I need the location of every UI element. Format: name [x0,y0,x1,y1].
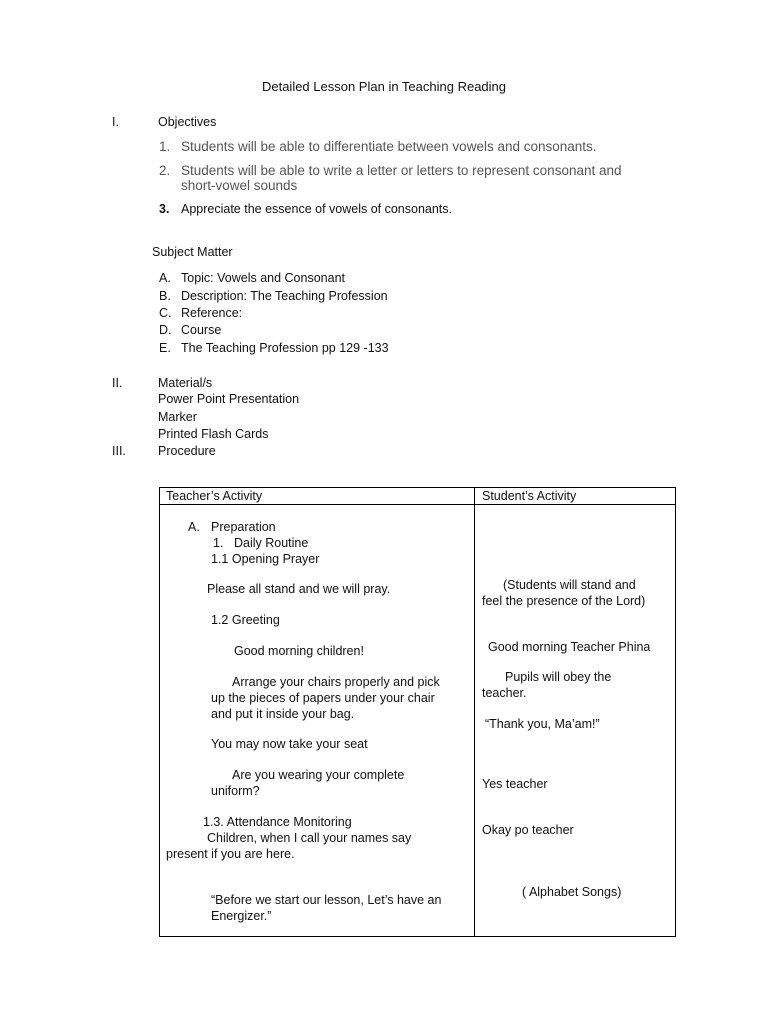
subject-item-d-letter: D. [159,323,172,337]
student-line: ( Alphabet Songs) [522,885,622,899]
material-item: Power Point Presentation [158,392,300,406]
teacher-line: Arrange your chairs properly and pick [232,675,440,689]
teacher-line: Please all stand and we will pray. [207,582,391,596]
procedure-heading: Procedure [158,444,216,458]
preparation-heading: Preparation [211,520,276,534]
student-line: Yes teacher [482,777,548,791]
subject-item-b-text: Description: The Teaching Profession [181,289,388,303]
teacher-line: “Before we start our lesson, Let’s have an [211,893,442,907]
daily-routine-heading: Daily Routine [234,536,309,550]
teacher-line: up the pieces of papers under your chair [211,691,435,705]
teacher-line: present if you are here. [166,847,295,861]
subject-item-e-text: The Teaching Profession pp 129 -133 [181,341,389,355]
subject-item-c-letter: C. [159,306,172,320]
subject-item-e-letter: E. [159,341,171,355]
material-item: Marker [158,410,197,424]
teacher-line: and put it inside your bag. [211,707,355,721]
materials-heading: Material/s [158,376,213,390]
student-line: Good morning Teacher Phina [488,640,651,654]
table-header-divider [160,504,675,505]
material-item: Printed Flash Cards [158,427,269,441]
opening-prayer-heading: 1.1 Opening Prayer [211,552,320,566]
student-line: feel the presence of the Lord) [482,594,646,608]
subject-item-a-letter: A. [159,271,171,285]
greeting-heading: 1.2 Greeting [211,613,280,627]
teacher-line: Energizer.” [211,909,272,923]
teacher-line: Are you wearing your complete [232,768,405,782]
student-activity-header: Student’s Activity [482,489,577,503]
objective-2-line1: Students will be able to write a letter or letters to represent consonant and [181,163,622,178]
objective-3-text: Appreciate the essence of vowels of consonants. [181,202,452,216]
objective-1-number: 1. [159,139,171,154]
procedure-numeral: III. [112,444,126,458]
objectives-heading: Objectives [158,115,217,129]
materials-numeral: II. [112,376,123,390]
subject-item-b-letter: B. [159,289,171,303]
document-title: Detailed Lesson Plan in Teaching Reading [261,79,507,94]
objective-1-text: Students will be able to differentiate between vowels and consonants. [181,139,597,154]
teacher-activity-header: Teacher’s Activity [166,489,263,503]
objective-2-number: 2. [159,163,171,178]
student-line: teacher. [482,686,527,700]
teacher-line: Good morning children! [234,644,364,658]
objective-2-line2: short-vowel sounds [181,178,298,193]
objective-3-number: 3. [159,202,170,216]
procedure-table [159,487,676,937]
teacher-line: You may now take your seat [211,737,368,751]
teacher-line: uniform? [211,784,260,798]
objectives-numeral: I. [112,115,119,129]
table-column-divider [474,488,475,936]
student-line: Pupils will obey the [505,670,612,684]
attendance-heading: 1.3. Attendance Monitoring [203,815,352,829]
student-line: Okay po teacher [482,823,574,837]
preparation-letter: A. [188,520,200,534]
student-line: (Students will stand and [503,578,636,592]
student-line: “Thank you, Ma’am!” [485,717,600,731]
subject-item-a-text: Topic: Vowels and Consonant [181,271,345,285]
subject-item-d-text: Course [181,323,222,337]
teacher-line: Children, when I call your names say [207,831,412,845]
subject-item-c-text: Reference: [181,306,243,320]
daily-routine-number: 1. [213,536,224,550]
subject-matter-heading: Subject Matter [152,245,233,259]
